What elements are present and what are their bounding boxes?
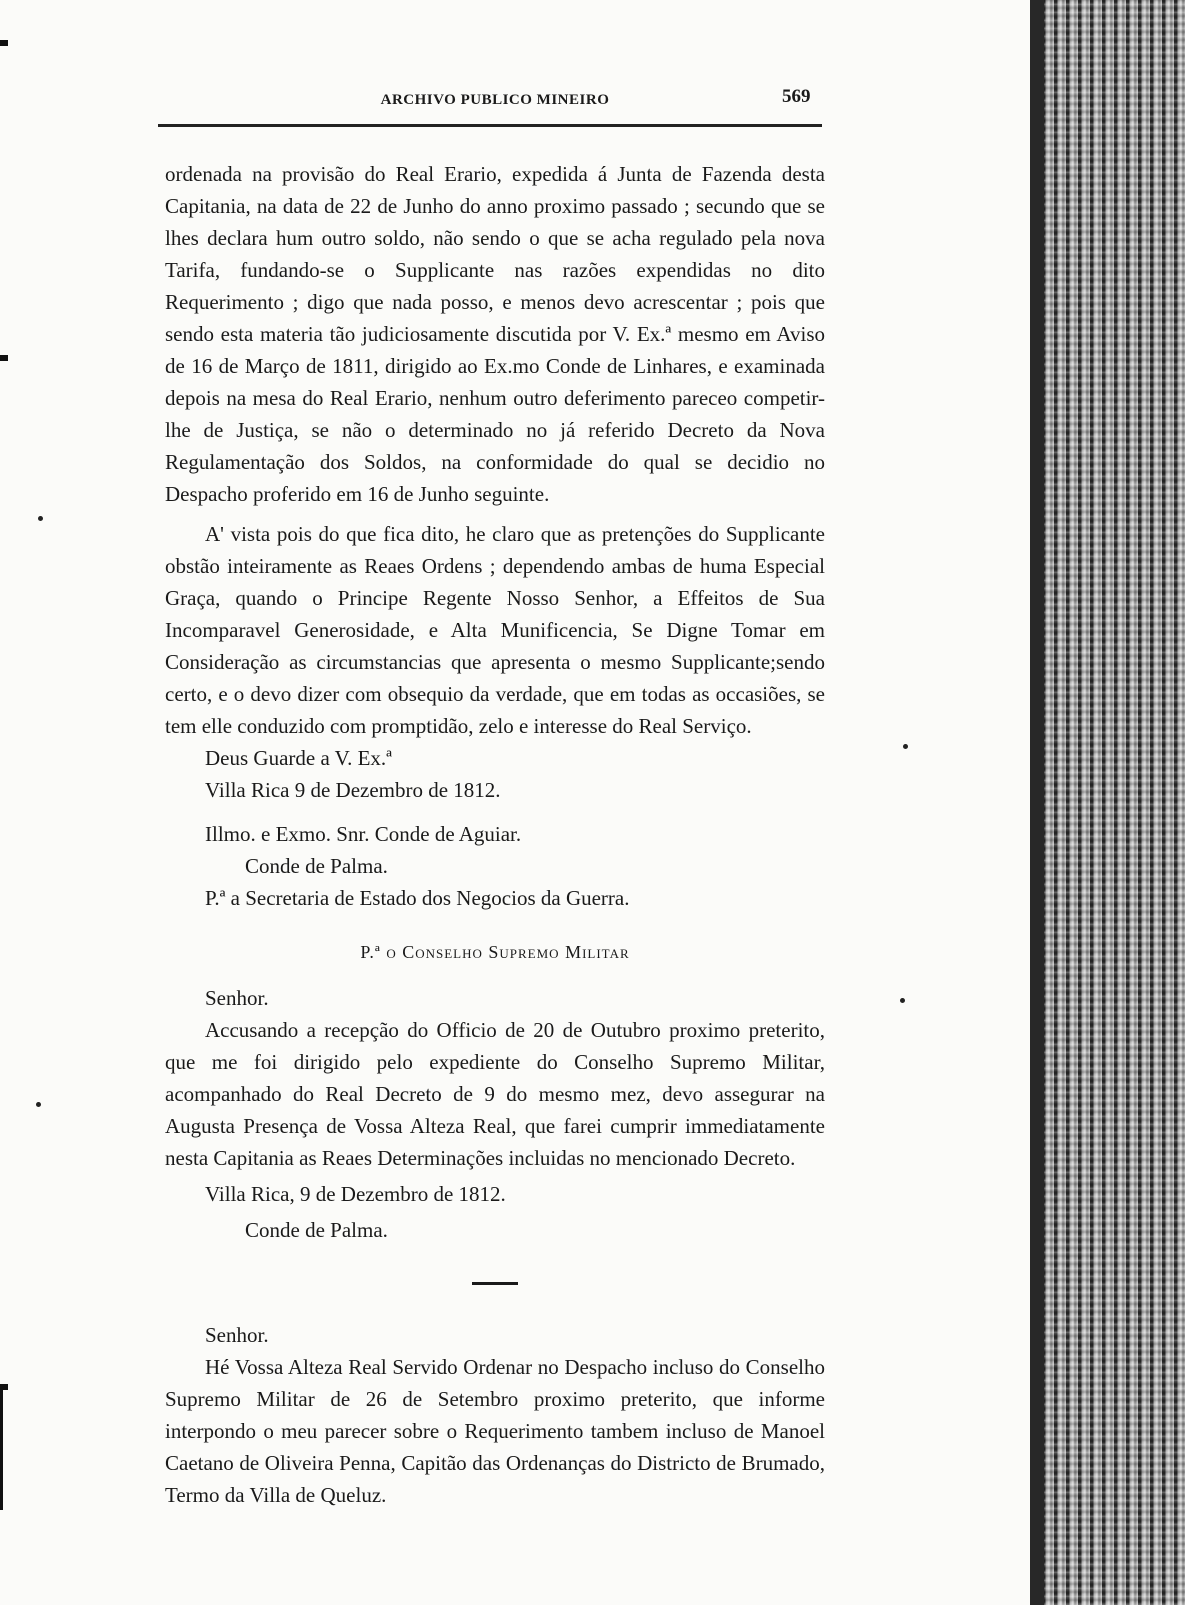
scan-edge-mark	[0, 40, 8, 46]
letter1-addressee: Illmo. e Exmo. Snr. Conde de Aguiar.	[205, 822, 522, 846]
header-rule	[158, 124, 822, 127]
letter1-destination: P.ª a Secretaria de Estado dos Negocios da Guerra.	[205, 886, 630, 910]
letter2-heading: P.ª o Conselho Supremo Militar	[360, 942, 630, 962]
letter1-closing: Deus Guarde a V. Ex.ª	[205, 746, 392, 770]
letter2-date: Villa Rica, 9 de Dezembro de 1812.	[205, 1182, 506, 1206]
letter1-signature: Conde de Palma.	[245, 854, 388, 878]
ink-speck	[900, 998, 905, 1003]
letter1-paragraph-2: A' vista pois do que fica dito, he claro que as pretenções do Supplicante obstão inteiramente as Reaes Ordens ; dependendo ambas de huma Especial Graça, quando o Principe Regente Nosso Senhor, a Effeitos de Sua Incomparavel Generosidade, e Alta Munificencia, Se Digne Tomar em Consideração as circumstancias que apresenta o mesmo Supplicante;sendo certo, e o devo dizer com obsequio da verdade, que em todas as occasiões, se tem elle conduzido com promptidão, zelo e interesse do Real Serviço.	[165, 522, 825, 738]
running-title: ARCHIVO PUBLICO MINEIRO	[380, 92, 610, 108]
ink-speck	[36, 1102, 41, 1107]
scan-edge-line	[0, 1390, 3, 1510]
letter3-salutation: Senhor.	[205, 1323, 269, 1347]
ink-speck	[903, 744, 908, 749]
letter1-date: Villa Rica 9 de Dezembro de 1812.	[205, 778, 501, 802]
page-number: 569	[782, 86, 811, 107]
letter1-paragraph-1: ordenada na provisão do Real Erario, expedida á Junta de Fazenda desta Capitania, na data de 22 de Junho do anno proximo passado ; secundo que se lhes declara hum outro soldo, não sendo o que se acha regulado pela nova Tarifa, fundando-se o Supplicante nas razões expendidas no dito Requerimento ; digo que nada posso, e menos devo acrescentar ; pois que sendo esta materia tão judiciosamente discutida por V. Ex.ª mesmo em Aviso de 16 de Março de 1811, dirigido ao Ex.mo Conde de Linhares, e examinada depois na mesa do Real Erario, nenhum outro deferimento pareceo competir-lhe de Justiça, se não o determinado no já referido Decreto da Nova Regulamentação dos Soldos, na conformidade do qual se decidio no Despacho proferido em 16 de Junho seguinte.	[165, 162, 825, 506]
letter2-body: Accusando a recepção do Officio de 20 de Outubro proximo preterito, que me foi dirigido pelo expediente do Conselho Supremo Militar, acompanhado do Real Decreto de 9 do mesmo mez, devo assegurar na Augusta Presença de Vossa Alteza Real, que farei cumprir immediatamente nesta Capitania as Reaes Determinações incluidas no mencionado Decreto.	[165, 1018, 825, 1170]
letter2-salutation: Senhor.	[205, 986, 269, 1010]
scan-edge-mark	[0, 355, 8, 361]
section-divider	[472, 1282, 518, 1285]
ink-speck	[38, 516, 43, 521]
scanner-margin-strip	[1030, 0, 1185, 1605]
letter2-signature: Conde de Palma.	[245, 1218, 388, 1242]
letter3-body: Hé Vossa Alteza Real Servido Ordenar no Despacho incluso do Conselho Supremo Militar de 26 de Setembro proximo preterito, que informe interpondo o meu parecer sobre o Requerimento tambem incluso de Manoel Caetano de Oliveira Penna, Capitão das Ordenanças do Districto de Brumado, Termo da Villa de Queluz.	[165, 1355, 825, 1507]
page-body	[165, 158, 825, 1511]
